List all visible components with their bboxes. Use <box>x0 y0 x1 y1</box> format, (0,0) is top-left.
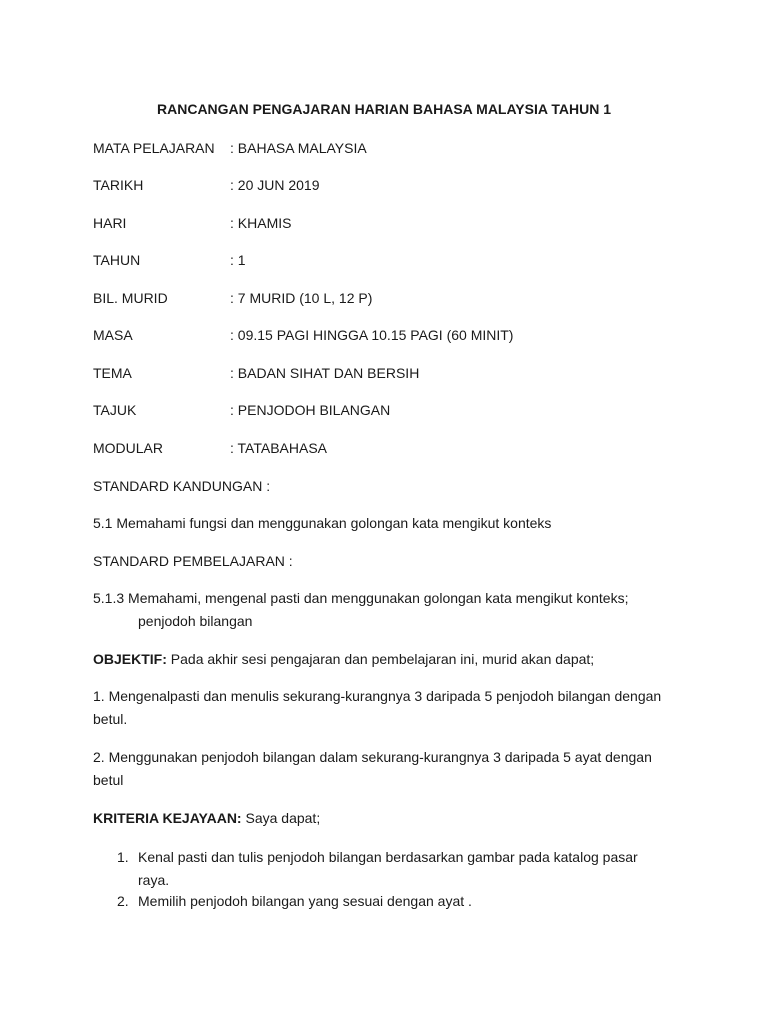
field-value-bil-murid: : 7 MURID (10 L, 12 P) <box>230 290 373 306</box>
field-label-bil-murid: BIL. MURID <box>93 290 168 306</box>
field-label-hari: HARI <box>93 215 127 231</box>
field-label-mata-pelajaran: MATA PELAJARAN <box>93 140 215 156</box>
document-title: RANCANGAN PENGAJARAN HARIAN BAHASA MALAYSIA TAHUN 1 <box>157 101 611 117</box>
objektif-label: OBJEKTIF: <box>93 651 167 667</box>
kriteria-text: Saya dapat; <box>241 810 321 826</box>
kriteria-item-1-number: 1. <box>117 849 129 865</box>
field-value-tarikh: : 20 JUN 2019 <box>230 177 320 193</box>
objektif-item-2-line1: 2. Menggunakan penjodoh bilangan dalam sekurang-kurangnya 3 daripada 5 ayat dengan <box>93 749 652 765</box>
kriteria-item-2-line1: Memilih penjodoh bilangan yang sesuai dengan ayat . <box>138 893 472 909</box>
standard-pembelajaran-line1: 5.1.3 Memahami, mengenal pasti dan menggunakan golongan kata mengikut konteks; <box>93 590 629 606</box>
standard-pembelajaran-heading: STANDARD PEMBELAJARAN : <box>93 553 293 569</box>
standard-kandungan-heading: STANDARD KANDUNGAN : <box>93 478 271 494</box>
field-label-tarikh: TARIKH <box>93 177 144 193</box>
field-value-modular: : TATABAHASA <box>230 440 327 456</box>
field-value-mata-pelajaran: : BAHASA MALAYSIA <box>230 140 367 156</box>
field-label-tema: TEMA <box>93 365 132 381</box>
standard-kandungan-text: 5.1 Memahami fungsi dan menggunakan golongan kata mengikut konteks <box>93 515 552 531</box>
objektif-text: Pada akhir sesi pengajaran dan pembelajaran ini, murid akan dapat; <box>166 651 595 667</box>
objektif-item-2-line2: betul <box>93 772 124 788</box>
field-value-tajuk: : PENJODOH BILANGAN <box>230 402 391 418</box>
field-label-tajuk: TAJUK <box>93 402 137 418</box>
kriteria-item-1-line2: raya. <box>138 872 170 888</box>
field-value-hari: : KHAMIS <box>230 215 292 231</box>
objektif-item-1-line2: betul. <box>93 711 128 727</box>
kriteria-label: KRITERIA KEJAYAAN: <box>93 810 242 826</box>
objektif-item-1-line1: 1. Mengenalpasti dan menulis sekurang-kurangnya 3 daripada 5 penjodoh bilangan dengan <box>93 688 662 704</box>
kriteria-item-1-line1: Kenal pasti dan tulis penjodoh bilangan berdasarkan gambar pada katalog pasar <box>138 849 638 865</box>
field-value-tahun: : 1 <box>230 252 246 268</box>
objektif-paragraph <box>93 652 594 666</box>
field-value-tema: : BADAN SIHAT DAN BERSIH <box>230 365 420 381</box>
field-label-masa: MASA <box>93 327 133 343</box>
kriteria-paragraph <box>93 811 320 825</box>
standard-pembelajaran-line2: penjodoh bilangan <box>138 613 253 629</box>
field-value-masa: : 09.15 PAGI HINGGA 10.15 PAGI (60 MINIT) <box>230 327 514 343</box>
kriteria-item-2-number: 2. <box>117 893 129 909</box>
field-label-modular: MODULAR <box>93 440 164 456</box>
field-label-tahun: TAHUN <box>93 252 141 268</box>
